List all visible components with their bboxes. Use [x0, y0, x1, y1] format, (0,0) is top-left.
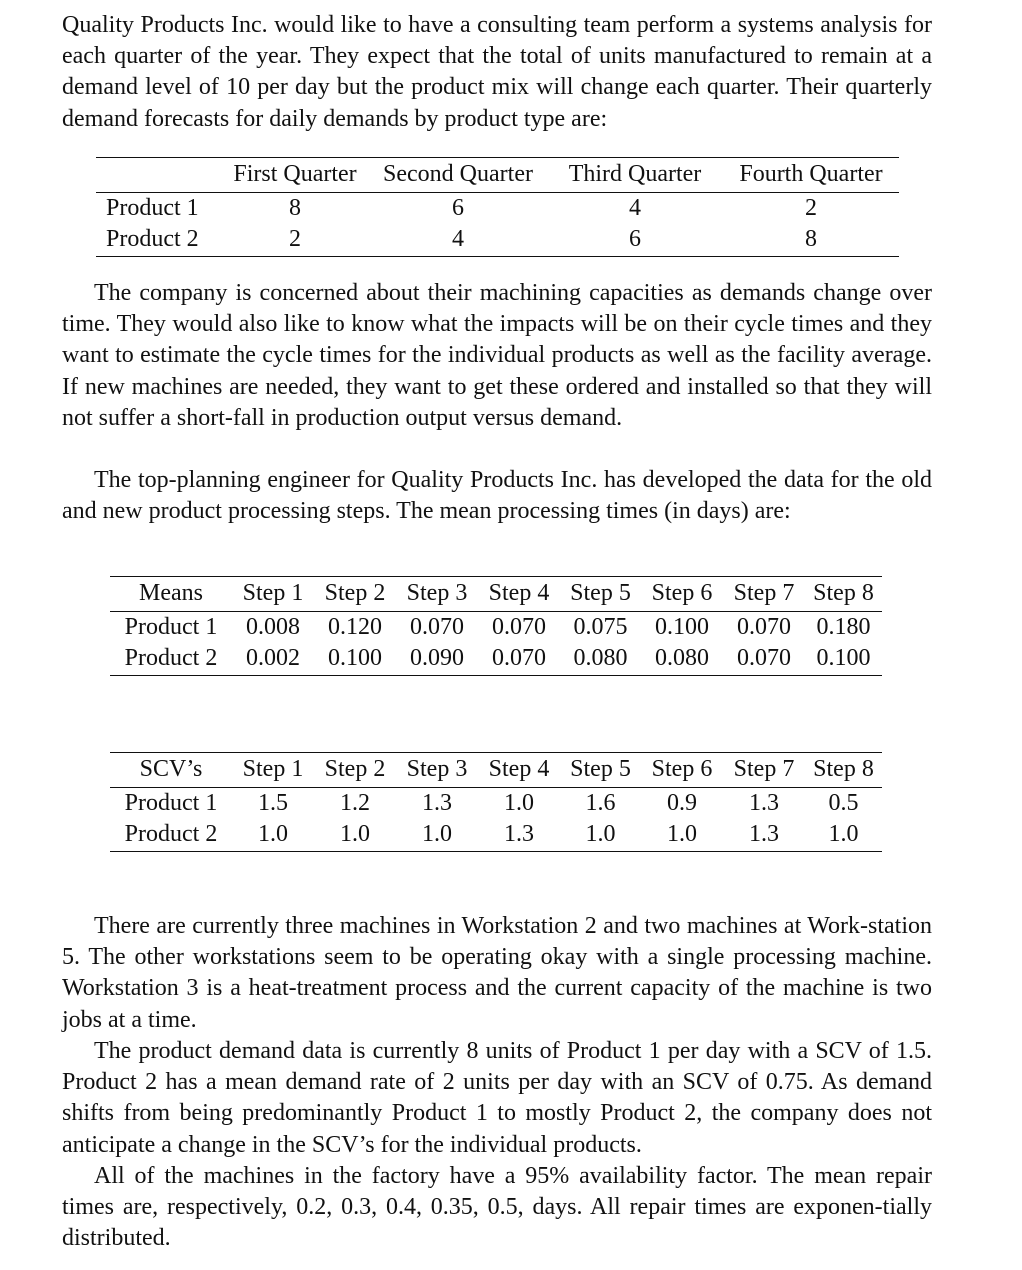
table-cell: 0.002	[246, 645, 300, 671]
table-cell: 1.6	[585, 789, 616, 816]
means-header-step: Step 6	[651, 580, 713, 606]
table-cell: 8	[289, 194, 301, 221]
table-cell: 1.0	[258, 821, 288, 847]
table-row	[110, 819, 882, 851]
row-label: Product 1	[124, 613, 218, 640]
means-header-step: Step 1	[242, 580, 304, 606]
table-cell: 0.070	[492, 613, 546, 640]
table-cell: 0.070	[737, 645, 791, 671]
scv-header-step: Step 3	[406, 756, 468, 782]
table-cell: 0.100	[328, 645, 382, 671]
table-cell: 1.2	[340, 789, 370, 816]
table-cell: 1.0	[340, 821, 370, 847]
scv-header-step: Step 5	[570, 756, 631, 782]
table-cell: 8	[805, 226, 817, 252]
demand-header-q3: Third Quarter	[568, 161, 702, 187]
table-cell: 1.0	[585, 821, 616, 847]
means-header-step: Step 4	[488, 580, 550, 606]
means-header-step: Step 7	[733, 580, 795, 606]
quarterly-demand-table	[96, 157, 899, 257]
table-row	[96, 192, 899, 224]
row-label: Product 1	[106, 194, 199, 221]
intro-paragraph: Quality Products Inc. would like to have a consulting team perform a systems analysis for each quarter of the year. They expect that the total of units manufactured to remain at a demand level of 10 per day but the product mix will change each quarter. Their quarterly demand forecasts for daily demands by product type are:	[62, 12, 932, 132]
row-label: Product 2	[124, 645, 218, 671]
table-cell: 1.0	[422, 821, 452, 847]
table-cell: 4	[629, 194, 641, 221]
table-cell: 6	[629, 226, 641, 252]
table-cell: 4	[452, 226, 464, 252]
table-cell: 0.075	[573, 613, 628, 640]
table-cell: 1.3	[422, 789, 452, 816]
table-cell: 0.9	[667, 789, 697, 816]
row-label: Product 2	[124, 821, 218, 847]
table-row	[110, 643, 882, 675]
table-cell: 0.080	[655, 645, 709, 671]
scv-header-step: Step 6	[651, 756, 713, 782]
engineer-paragraph: The top-planning engineer for Quality Products Inc. has developed the data for the old and new product processing steps. The mean processing times (in days) are:	[62, 467, 932, 525]
scv-table	[110, 752, 882, 852]
mean-processing-times-table	[110, 576, 882, 676]
scv-header-step: Step 4	[488, 756, 550, 782]
scv-header-step: Step 8	[813, 756, 874, 782]
table-cell: 0.008	[246, 613, 300, 640]
row-label: Product 2	[106, 226, 199, 252]
demand-header-q1: First Quarter	[233, 161, 357, 187]
scv-header-step: Step 1	[242, 756, 304, 782]
demand-header-blank	[96, 158, 221, 193]
table-cell: 0.080	[573, 645, 628, 671]
table-cell: 1.3	[749, 789, 779, 816]
table-cell: 0.100	[816, 645, 871, 671]
means-header-step: Step 2	[324, 580, 386, 606]
table-cell: 1.3	[749, 821, 779, 847]
means-header-step: Step 8	[813, 580, 874, 606]
table-cell: 0.070	[737, 613, 791, 640]
demand-data-paragraph: The product demand data is currently 8 units of Product 1 per day with a SCV of 1.5. Product 2 has a mean demand rate of 2 units per day with an SCV of 0.75. As demand shifts from being predominantly Product 1 to mostly Product 2, the company does not anticipate a change in the SCV’s for the individual products.	[62, 1038, 932, 1158]
means-header-step: Step 3	[406, 580, 468, 606]
scv-header-step: Step 7	[733, 756, 795, 782]
scv-header-step: Step 2	[324, 756, 386, 782]
table-cell: 0.5	[828, 789, 859, 816]
table-cell: 1.5	[258, 789, 288, 816]
demand-header-q4: Fourth Quarter	[739, 161, 883, 187]
table-row	[96, 224, 899, 256]
table-cell: 0.070	[492, 645, 546, 671]
scv-header-label: SCV’s	[139, 756, 203, 782]
table-cell: 1.0	[828, 821, 859, 847]
means-header-step: Step 5	[570, 580, 631, 606]
availability-paragraph: All of the machines in the factory have a 95% availability factor. The mean repair times are, respectively, 0.2, 0.3, 0.4, 0.35, 0.5, days. All repair times are exponen-tially distributed.	[62, 1163, 932, 1252]
table-cell: 0.100	[655, 613, 709, 640]
table-cell: 1.3	[504, 821, 534, 847]
table-row	[110, 611, 882, 643]
demand-header-q2: Second Quarter	[383, 161, 533, 187]
means-header-label: Means	[139, 580, 203, 606]
table-cell: 2	[805, 194, 817, 221]
table-cell: 0.070	[410, 613, 464, 640]
table-cell: 0.120	[328, 613, 382, 640]
capacity-paragraph: The company is concerned about their machining capacities as demands change over time. They would also like to know what the impacts will be on their cycle times and they want to estimate the cycle times for the individual products as well as the facility average. If new machines are needed, they want to get these ordered and installed so that they will not suffer a short-fall in production output versus demand.	[62, 280, 932, 431]
table-cell: 2	[289, 226, 301, 252]
workstation-paragraph: There are currently three machines in Workstation 2 and two machines at Work-station 5. The other workstations seem to be operating okay with a single processing machine. Workstation 3 is a heat-treatment process and the current capacity of the machine is two jobs at a time.	[62, 913, 932, 1033]
table-cell: 0.090	[410, 645, 464, 671]
row-label: Product 1	[124, 789, 218, 816]
table-cell: 1.0	[504, 789, 534, 816]
table-cell: 1.0	[667, 821, 697, 847]
table-cell: 6	[452, 194, 464, 221]
table-row	[110, 787, 882, 819]
table-cell: 0.180	[816, 613, 871, 640]
